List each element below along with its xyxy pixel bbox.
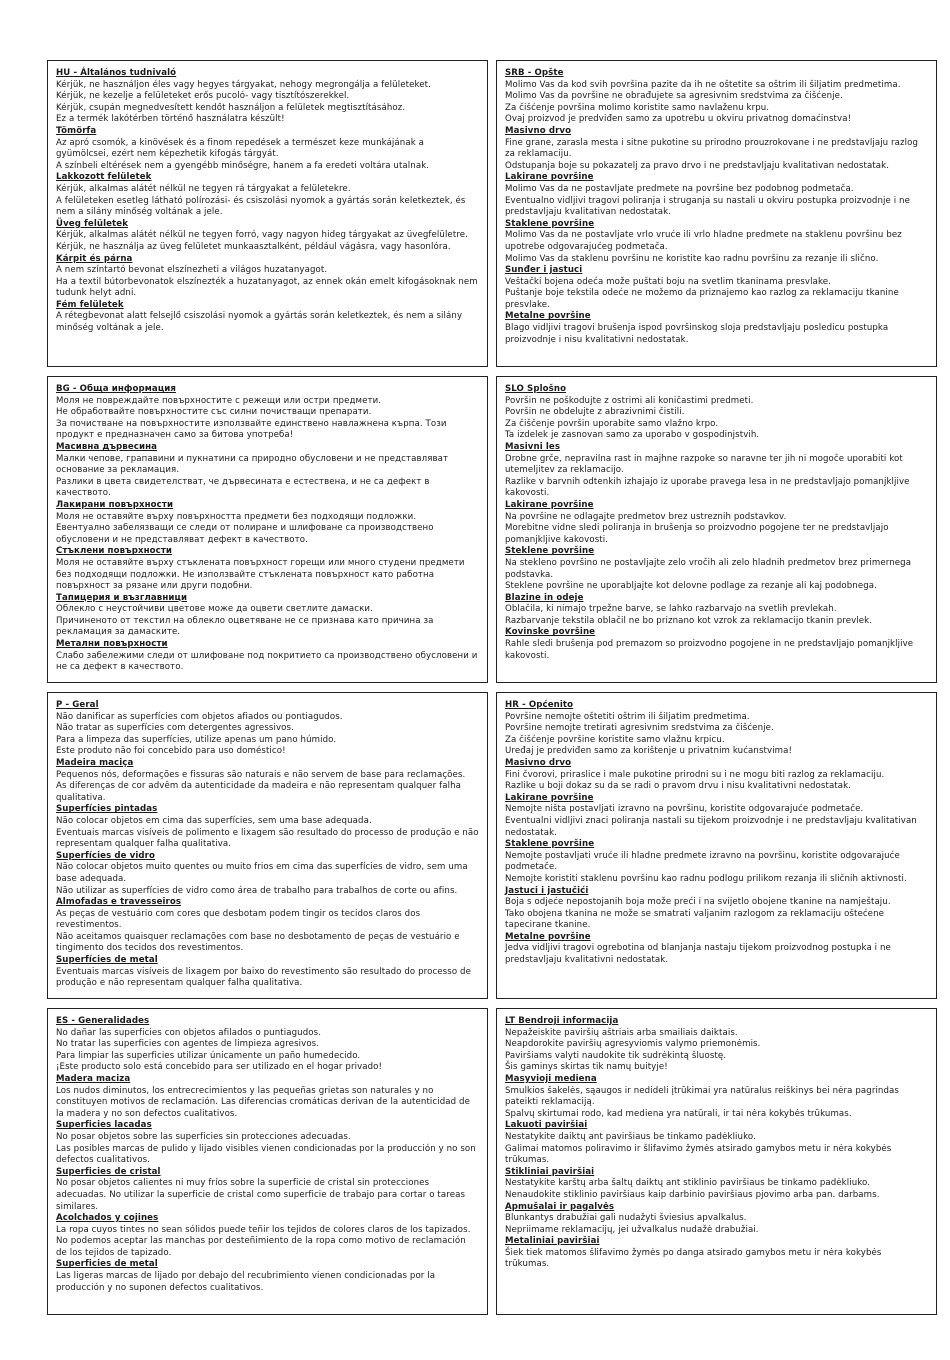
subsection-line: Blago vidljivi tragovi brušenja ispod površinskog sloja predstavljaju posledicu postupka proizvodnje i nisu kvalitativni nedostatak. bbox=[505, 323, 889, 345]
subsection-heading: Madera maciza bbox=[56, 1073, 131, 1084]
subsection-heading: Стъклени повърхности bbox=[56, 546, 173, 557]
subsection-line: Моля не оставяйте върху повърхността предмети без подходящи подложки. bbox=[56, 511, 417, 522]
subsection-heading: Apmušalai ir pagalvės bbox=[505, 1201, 615, 1212]
subsection-line: Los nudos diminutos, los entrecrecimientos y las pequeñas grietas son naturales y no constituyen motivos de reclamación. Las diferencias cromáticas derivan de la autenticidad de la madera y no son defectos cualitativos. bbox=[56, 1085, 470, 1119]
subsection-line: Nenaudokite stiklinio paviršiaus kaip darbinio paviršiaus pjovimo arba pan. darbams. bbox=[505, 1189, 880, 1200]
subsection-heading: Superficies de metal bbox=[56, 1259, 158, 1270]
subsection-line: La ropa cuyos tintes no sean sólidos puede teñir los tejidos de colores claros de los tapizados. bbox=[56, 1224, 471, 1235]
subsection-line: Nestatykite karštų arba šaltų daiktų ant stiklinio paviršiaus be tinkamo padėkliuko. bbox=[505, 1178, 871, 1189]
subsection-line: Jedva vidljivi tragovi ogrebotina od blanjanja nastaju tijekom proizvodnog postupka i ne predstavljaju kvalitativni nedostatak. bbox=[505, 943, 891, 966]
subsection-line: No posar objetos calientes ni muy fríos sobre la superficie de cristal sin protecciones adecuadas. No utilizar la superficie de cristal como superficie de trabajo para cortar o tareas similares. bbox=[56, 1178, 466, 1212]
subsection-heading: Лакирани повърхности bbox=[56, 499, 174, 510]
subsection-line: No podemos aceptar las manchas por desteñimiento de la ropa como motivo de reclamación de los tejidos de tapizado. bbox=[56, 1236, 466, 1258]
subsection-heading: Fém felületek bbox=[56, 299, 124, 310]
section-title: SRB - Opšte bbox=[505, 68, 564, 78]
subsection-heading: Staklene površine bbox=[505, 839, 595, 850]
subsection-line: Tako obojena tkanina ne može se smatrati valjanim razlogom za reklamaciju oštećene tapecirane tkanine. bbox=[505, 908, 885, 931]
general-line: Paviršiams valyti naudokite tik sudrėkintą šluostę. bbox=[505, 1050, 727, 1061]
subsection-heading: Steklene površine bbox=[505, 546, 595, 557]
general-line: Não danificar as superfícies com objetos afiados ou pontiagudos. bbox=[56, 711, 343, 722]
general-line: Neapdorokite paviršių agresyviomis valymo priemonėmis. bbox=[505, 1039, 761, 1050]
subsection-line: Nemojte koristiti staklenu površinu kao radnu podlogu prilikom rezanja ili sličnih aktivnosti. bbox=[505, 873, 907, 884]
subsection-heading: Superficies de cristal bbox=[56, 1166, 161, 1177]
subsection-line: Nestatykite daiktų ant paviršiaus be tinkamo padėkliuko. bbox=[505, 1131, 756, 1142]
subsection-heading: Staklene površine bbox=[505, 218, 595, 229]
general-line: Para a limpeza das superfícies, utilize apenas um pano húmido. bbox=[56, 734, 337, 745]
subsection-line: Puštanje boje tekstila odeće ne možemo da priznajemo kao razlog za reklamaciju tkanine presvlake. bbox=[505, 288, 899, 310]
general-line: Ta izdelek je zasnovan samo za uporabo v gospodinjstvih. bbox=[505, 430, 760, 441]
general-line: За почистване на повърхностите използвайте единствено навлажнена кърпа. Този продукт е предназначен само за битова употреба! bbox=[56, 418, 447, 441]
subsection-line: Kérjük, alkalmas alátét nélkül ne tegyen forró, vagy nagyon hideg tárgyakat az üvegfelületre. bbox=[56, 230, 468, 241]
subsection-heading: Superfícies de vidro bbox=[56, 850, 155, 861]
general-line: Kérjük, csupán megnedvesített kendőt használjon a felületek megtisztításához. bbox=[56, 102, 406, 113]
general-line: Za čišćenje površina molimo koristite samo navlaženu krpu. bbox=[505, 102, 770, 113]
subsection-heading: Masivno drvo bbox=[505, 125, 572, 136]
subsection-line: Eventuais marcas visíveis de lixagem por baixo do revestimento são resultado do processo de produção e não representam qualquer falha qualitativa. bbox=[56, 966, 471, 989]
subsection-line: A nem színtartó bevonat elszínezheti a világos huzatanyagot. bbox=[56, 265, 328, 276]
section-title: P - Geral bbox=[56, 700, 99, 710]
subsection-heading: Madeira maciça bbox=[56, 757, 134, 768]
general-line: Ovaj proizvod je predviđen samo za upotrebu u okviru privatnog domaćinstva! bbox=[505, 114, 852, 125]
subsection-line: Molimo Vas da ne postavljate vrlo vruće ili vrlo hladne predmete na staklenu površinu bez upotrebe odgovarajućeg podmetača. bbox=[505, 230, 902, 252]
subsection-line: Razbarvanje tekstila oblačil ne bo priznano kot vzrok za reklamacijo tkanin prevlek. bbox=[505, 615, 873, 626]
section-title: LT Bendroji informacija bbox=[505, 1016, 619, 1026]
subsection-line: A színbeli eltérések nem a gyengébb minőségre, hanem a fa eredeti voltára utalnak. bbox=[56, 160, 430, 171]
section-bg bbox=[47, 376, 488, 683]
subsection-heading: Lakirane površine bbox=[505, 792, 594, 803]
subsection-line: Na stekleno površino ne postavljajte zelo vročih ali zelo hladnih predmetov brez primernega podstavka. bbox=[505, 557, 912, 580]
subsection-heading: Масивна дървесина bbox=[56, 441, 158, 452]
subsection-line: Razlike u boji dokaz su da se radi o pravom drvu i nisu kvalitativni nedostatak. bbox=[505, 781, 852, 792]
subsection-line: Não aceitamos quaisquer reclamações com base no desbotamento de peças de vestuário e tingimento dos tecidos dos revestimentos. bbox=[56, 931, 460, 954]
subsection-line: Pequenos nós, deformações e fissuras são naturais e não servem de base para reclamações. bbox=[56, 769, 466, 780]
subsection-line: Разлики в цвета свидетелстват, че дървесината е естествена, и не са дефект в качеството. bbox=[56, 476, 430, 499]
section-srb bbox=[496, 60, 937, 367]
subsection-line: Eventualno vidljivi tragovi poliranja i struganja su nastali u okviru postupka proizvodnje i ne predstavljaju kvalitativan nedostatak. bbox=[505, 195, 910, 218]
subsection-line: Oblačila, ki nimajo trpežne barve, se lahko razbarvajo na svetlih prevlekah. bbox=[505, 604, 837, 615]
section-lt bbox=[496, 1008, 937, 1315]
general-line: Este produto não foi concebido para uso doméstico! bbox=[56, 746, 286, 757]
subsection-line: Razlike v barvnih odtenkih izhajajo iz uporabe pravega lesa in ne predstavljajo pomanjkljive kakovosti. bbox=[505, 476, 910, 499]
general-line: ¡Este producto solo está concebido para ser utilizado en el hogar privado! bbox=[56, 1062, 383, 1073]
subsection-line: Kérjük, ne használja az üveg felületet munkaasztalként, például vágásra, vagy hasonlóra. bbox=[56, 241, 451, 252]
subsection-heading: Masivno drvo bbox=[505, 757, 572, 768]
subsection-line: Ha a textil bútorbevonatok elszínezték a huzatanyagot, az ennek okán emelt kifogásoknak nem tudunk helyt adni. bbox=[56, 276, 478, 299]
subsection-line: Odstupanja boje su pokazatelj za pravo drvo i ne predstavljaju kvalitativan nedostatak. bbox=[505, 160, 890, 171]
general-line: Za čišćenje površine koristite samo vlažnu krpicu. bbox=[505, 734, 725, 745]
subsection-line: Az apró csomók, a kinövések és a finom repedések a természet keze munkájának a gyümölcsei, ezért nem képezhetik kifogás tárgyát. bbox=[56, 137, 424, 160]
subsection-line: Não utilizar as superfícies de vidro como área de trabalho para trabalhos de corte ou afins. bbox=[56, 885, 458, 896]
subsection-line: Nemojte postavljati vruće ili hladne predmete izravno na površinu, koristite odgovarajuće podmetače. bbox=[505, 850, 900, 873]
subsection-line: Fini čvorovi, priraslice i male pukotine prirodni su i ne mogu biti razlog za reklamaciju. bbox=[505, 769, 885, 780]
subsection-line: Eventualni vidljivi znaci poliranja nastali su tijekom proizvodnje i ne predstavljaju kvalitativan nedostatak. bbox=[505, 815, 917, 838]
section-slo bbox=[496, 376, 937, 683]
subsection-line: Малки чепове, грапавини и пукнатини са природно обусловени и не представляват основание за рекламация. bbox=[56, 453, 449, 476]
subsection-heading: Jastuci i jastučići bbox=[505, 885, 589, 896]
subsection-line: Blunkantys drabužiai gali nudažyti šviesius apvalkalus. bbox=[505, 1213, 747, 1224]
subsection-line: No posar objetos sobre las superficies sin protecciones adecuadas. bbox=[56, 1131, 351, 1142]
subsection-heading: Metalne površine bbox=[505, 931, 591, 942]
subsection-heading: Acolchados y cojines bbox=[56, 1213, 159, 1224]
section-title: BG - Обща информация bbox=[56, 384, 177, 394]
subsection-line: Na površine ne odlagajte predmetov brez ustreznih podstavkov. bbox=[505, 511, 787, 522]
general-line: No tratar las superficies con agentes de limpieza agresivos. bbox=[56, 1039, 320, 1050]
subsection-line: Smulkios šakelės, sąaugos ir nedideli įtrūkimai yra natūralus reiškinys bei nėra pagrindas pateikti reklamaciją. bbox=[505, 1085, 899, 1108]
subsection-line: Steklene površine ne uporabljajte kot delovne podlage za rezanje ali kaj podobnega. bbox=[505, 581, 877, 592]
subsection-line: Boja s odjeće nepostojanih boja može preći i na svijetlo obojene tkanine na namještaju. bbox=[505, 897, 891, 908]
subsection-heading: Üveg felületek bbox=[56, 218, 129, 229]
subsection-line: Облекло с неустойчиви цветове може да оцвети светлите дамаски. bbox=[56, 604, 373, 615]
general-line: Molimo Vas da kod svih površina pazite da ih ne oštetite sa oštrim ili šiljatim predmetima. bbox=[505, 79, 901, 90]
subsection-heading: Lakuoti paviršiai bbox=[505, 1120, 588, 1131]
subsection-heading: Metaliniai paviršiai bbox=[505, 1236, 600, 1247]
subsection-line: Não colocar objetos muito quentes ou muito frios em cima das superfícies de vidro, sem uma base adequada. bbox=[56, 862, 468, 884]
subsection-heading: Superfícies de metal bbox=[56, 955, 158, 966]
subsection-heading: Tömörfa bbox=[56, 125, 97, 136]
subsection-heading: Тапицерия и възглавници bbox=[56, 592, 188, 603]
subsection-heading: Lakirane površine bbox=[505, 499, 594, 510]
subsection-line: Nemojte ništa postavljati izravno na površinu, koristite odgovarajuće podmetače. bbox=[505, 804, 864, 815]
subsection-line: Molimo Vas da staklenu površinu ne koristite kao radnu površinu za rezanje ili slično. bbox=[505, 253, 879, 264]
subsection-heading: Blazine in odeje bbox=[505, 592, 584, 603]
subsection-line: Šiek tiek matomos šlifavimo žymės po danga atsirado gamybos metu ir nėra kokybės trūkumas. bbox=[505, 1247, 882, 1270]
general-line: Не обработвайте повърхностите със силни почистващи препарати. bbox=[56, 407, 372, 418]
general-line: Kérjük, ne használjon éles vagy hegyes tárgyakat, nehogy megrongálja a felületeket. bbox=[56, 79, 431, 90]
general-line: Šis gaminys skirtas tik namų buityje! bbox=[505, 1062, 668, 1073]
subsection-line: As diferenças de cor advêm da autenticidade da madeira e não representam qualquer falha qualitativa. bbox=[56, 781, 462, 803]
subsection-heading: Kárpit és párna bbox=[56, 253, 133, 264]
subsection-line: Morebitne vidne sledi poliranja in brušenja so proizvodno pogojene ter ne predstavljajo pomanjkljive kakovosti. bbox=[505, 523, 889, 545]
subsection-line: Евентуално забелязващи се следи от полиране и шлифоване са производствено обусловени и не представляват дефект в качеството. bbox=[56, 523, 434, 545]
general-line: Površine nemojte tretirati agresivnim sredstvima za čišćenje. bbox=[505, 723, 774, 734]
subsection-line: Não colocar objetos em cima das superfícies, sem uma base adequada. bbox=[56, 815, 372, 826]
general-line: Za čiščenje površin uporabite samo vlažno krpo. bbox=[505, 418, 719, 429]
general-line: Kérjük, ne kezelje a felületeket erős pucoló- vagy tisztítószerekkel. bbox=[56, 91, 350, 102]
section-title: HR - Općenito bbox=[505, 700, 574, 710]
general-line: Nepažeiskite paviršių aštriais arba smailiais daiktais. bbox=[505, 1027, 738, 1038]
subsection-heading: Lakkozott felületek bbox=[56, 172, 152, 183]
subsection-line: A rétegbevonat alatt felsejlő csiszolási nyomok a gyártás során keletkeztek, és nem a silány minőség voltának a jele. bbox=[56, 311, 463, 334]
subsection-line: Rahle sledi brušenja pod premazom so proizvodno pogojene in ne predstavljajo pomanjkljive kakovosti. bbox=[505, 639, 914, 661]
general-line: No dañar las superficies con objetos afilados o puntiagudos. bbox=[56, 1027, 322, 1038]
subsection-line: Spalvų skirtumai rodo, kad mediena yra natūrali, ir tai nėra kokybės trūkumas. bbox=[505, 1108, 852, 1119]
section-p bbox=[47, 692, 488, 999]
subsection-heading: Метални повърхности bbox=[56, 639, 168, 650]
subsection-line: Drobne grče, nepravilna rast in majhne razpoke so naravne ter jih ni mogoče uporabiti kot utemeljitev za reklamacijo. bbox=[505, 453, 903, 476]
section-hr bbox=[496, 692, 937, 999]
subsection-line: Nepriimame reklamacijų, jei užvalkalus nudažė drabužiai. bbox=[505, 1224, 759, 1235]
general-line: Molimo Vas da površine ne obrađujete sa agresivnim sredstvima za čišćenje. bbox=[505, 91, 843, 102]
subsection-heading: Stikliniai paviršiai bbox=[505, 1166, 595, 1177]
subsection-heading: Lakirane površine bbox=[505, 172, 594, 183]
general-line: Površine nemojte oštetiti oštrim ili šiljatim predmetima. bbox=[505, 711, 750, 722]
subsection-heading: Superfícies pintadas bbox=[56, 804, 158, 815]
subsection-line: Моля не оставяйте върху стъклената повърхност горещи или много студени предмети без подходящи подложки. Не използвайте стъклената повърхност като работна повърхност за рязане или други подобни. bbox=[56, 557, 465, 592]
general-line: Para limpiar las superficies utilizar únicamente un paño humedecido. bbox=[56, 1050, 361, 1061]
subsection-heading: Masyvioji mediena bbox=[505, 1073, 597, 1084]
general-line: Površin ne poškodujte z ostrimi ali koničastimi predmeti. bbox=[505, 395, 754, 406]
general-line: Uređaj je predviđen samo za korištenje u privatnim kućanstvima! bbox=[505, 746, 793, 757]
section-title: HU - Általános tudnivaló bbox=[56, 68, 177, 78]
general-line: Моля не повреждайте повърхностите с режещи или остри предмети. bbox=[56, 395, 382, 406]
subsection-line: Eventuais marcas visíveis de polimento e lixagem são resultado do processo de produção e não representam qualquer falha qualitativa. bbox=[56, 827, 479, 850]
section-es bbox=[47, 1008, 488, 1315]
section-title: SLO Splošno bbox=[505, 384, 567, 394]
subsection-heading: Almofadas e travesseiros bbox=[56, 897, 182, 908]
subsection-line: Kérjük, alkalmas alátét nélkül ne tegyen rá tárgyakat a felületekre. bbox=[56, 183, 351, 194]
subsection-line: Las posibles marcas de pulido y lijado visibles vienen condicionadas por la producción y no son defectos cualitativos. bbox=[56, 1143, 476, 1166]
subsection-line: Galimai matomos poliravimo ir šlifavimo žymės atsirado gamybos metu ir nėra kokybės trūkumas. bbox=[505, 1143, 892, 1166]
subsection-line: Las ligeras marcas de lijado por debajo del recubrimiento vienen condicionadas por la producción y no suponen defectos cualitativos. bbox=[56, 1271, 436, 1293]
subsection-line: Molimo Vas da ne postavljate predmete na površine bez podobnog podmetača. bbox=[505, 183, 854, 194]
subsection-heading: Sunđer i jastuci bbox=[505, 265, 583, 276]
general-line: Površin ne obdelujte z abrazivnimi čistili. bbox=[505, 407, 685, 418]
subsection-line: Veštački bojena odeća može puštati boju na svetlim tkaninama presvlake. bbox=[505, 276, 831, 287]
subsection-line: As peças de vestuário com cores que desbotam podem tingir os tecidos claros dos revestimentos. bbox=[56, 908, 421, 931]
subsection-heading: Superficies lacadas bbox=[56, 1120, 152, 1131]
section-title: ES - Generalidades bbox=[56, 1016, 150, 1026]
general-line: Ez a termék lakótérben történő használatra készült! bbox=[56, 114, 285, 125]
subsection-heading: Kovinske površine bbox=[505, 627, 596, 638]
section-hu bbox=[47, 60, 488, 367]
subsection-line: A felületeken esetleg látható polírozási- és csiszolási nyomok a gyártás során keletkeztek, és nem a silány minőség voltának a jele. bbox=[56, 195, 466, 218]
subsection-heading: Metalne površine bbox=[505, 311, 591, 322]
subsection-heading: Masivni les bbox=[505, 441, 561, 452]
subsection-line: Fine grane, zarasla mesta i sitne pukotine su prirodno prouzrokovane i ne predstavljaju razlog za reklamaciju. bbox=[505, 137, 919, 160]
general-line: Não tratar as superfícies com detergentes agressivos. bbox=[56, 723, 294, 734]
subsection-line: Слабо забележими следи от шлифоване под покритието са производствено обусловени и не са дефект в качеството. bbox=[56, 650, 478, 673]
subsection-line: Причиненото от текстил на облекло оцветяване не се признава като причина за рекламация за дамаските. bbox=[56, 615, 434, 638]
